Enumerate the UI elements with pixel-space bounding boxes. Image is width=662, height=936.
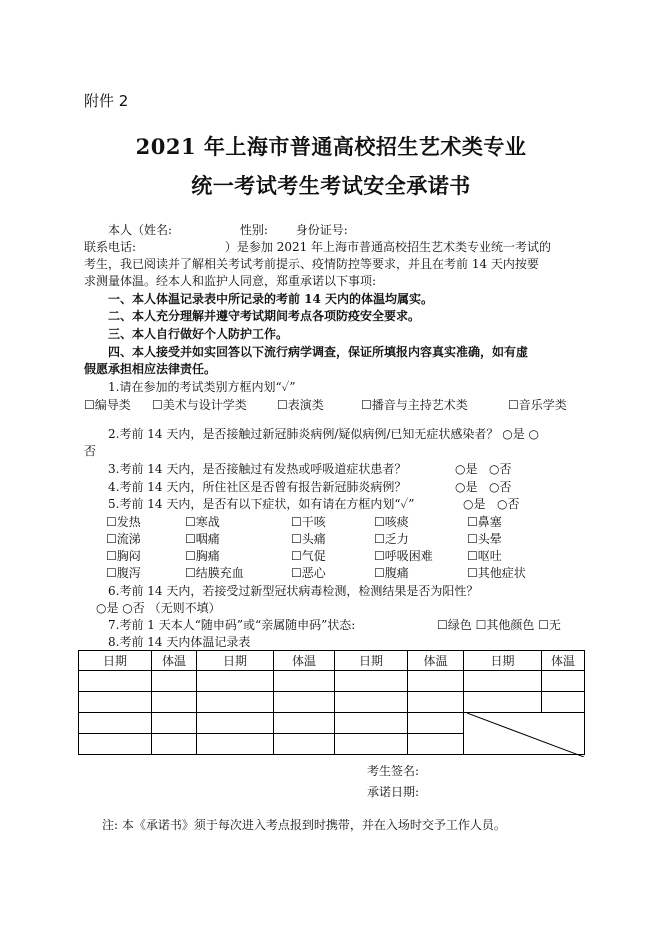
temperature-cell[interactable] <box>408 671 464 692</box>
temperature-column-header: 体温 <box>542 651 585 671</box>
question-4: 4.考前 14 天内，所住社区是否曾有报告新冠肺炎病例？ <box>108 480 407 494</box>
promise-4-line-2: 假愿承担相应法律责任。 <box>84 362 217 376</box>
attachment-label: 附件 2 <box>84 92 129 110</box>
temperature-record-table <box>78 650 585 755</box>
symptom-checkbox[interactable]: ☐咳痰 <box>374 515 409 529</box>
question-7: 7.考前 1 天本人“随申码”或“亲属随申码”状态: <box>108 618 356 632</box>
q3-no-radio[interactable]: ○否 <box>489 462 512 476</box>
date-cell[interactable] <box>335 713 408 734</box>
temperature-cell[interactable] <box>152 713 197 734</box>
temperature-cell[interactable] <box>408 692 464 713</box>
table-row <box>79 692 585 713</box>
temperature-column-header: 体温 <box>274 651 335 671</box>
question-1: 1.请在参加的考试类别方框内划“✓” <box>108 380 296 394</box>
temperature-cell[interactable] <box>274 713 335 734</box>
promise-2: 二、本人充分理解并遵守考试期间考点各项防疫安全要求。 <box>108 309 421 323</box>
q4-no-radio[interactable]: ○否 <box>489 480 512 494</box>
symptom-checkbox[interactable]: ☐恶心 <box>291 566 326 580</box>
q4-yes-radio[interactable]: ○是 <box>455 480 478 494</box>
date-cell[interactable] <box>79 692 152 713</box>
question-6: 6.考前 14 天内，若接受过新型冠状病毒检测，检测结果是否为阳性？ <box>108 584 479 598</box>
document-title-line1: 2021 年上海市普通高校招生艺术类专业 <box>135 134 527 159</box>
date-column-header: 日期 <box>197 651 274 671</box>
q3-yes-radio[interactable]: ○是 <box>455 462 478 476</box>
symptom-checkbox[interactable]: ☐头痛 <box>291 532 326 546</box>
q5-yes-radio[interactable]: ○是 <box>463 497 486 511</box>
symptom-checkbox[interactable]: ☐寒战 <box>185 515 220 529</box>
intro-line-2 <box>84 239 551 256</box>
document-title-line2: 统一考试考生考试安全承诺书 <box>191 173 471 198</box>
symptom-checkbox[interactable]: ☐头晕 <box>467 532 502 546</box>
date-cell[interactable] <box>197 713 274 734</box>
symptom-checkbox[interactable]: ☐呕吐 <box>467 549 502 563</box>
symptom-checkbox[interactable]: ☐腹泻 <box>106 566 141 580</box>
unused-cell <box>464 713 585 755</box>
question-2-tail: 否 <box>84 444 97 458</box>
temperature-column-header: 体温 <box>152 651 197 671</box>
promise-4-line-1: 四、本人接受并如实回答以下流行病学调查，保证所填报内容真实准确，如有虚 <box>108 345 529 359</box>
table-header-row <box>79 651 585 671</box>
date-cell[interactable] <box>79 713 152 734</box>
date-cell[interactable] <box>197 671 274 692</box>
signature-label: 考生签名: <box>367 764 420 778</box>
q7-code-status-options[interactable]: ☐绿色 ☐其他颜色 ☐无 <box>437 618 561 632</box>
symptom-checkbox[interactable]: ☐腹痛 <box>374 566 409 580</box>
symptom-checkbox[interactable]: ☐胸痛 <box>185 549 220 563</box>
date-cell[interactable] <box>335 671 408 692</box>
temperature-cell[interactable] <box>274 734 335 755</box>
symptom-checkbox[interactable]: ☐干咳 <box>291 515 326 529</box>
footnote: 注: 本《承诺书》须于每次进入考点报到时携带，并在入场时交予工作人员。 <box>102 818 506 832</box>
name-field-label: 本人（姓名: <box>108 223 173 237</box>
q5-no-radio[interactable]: ○否 <box>497 497 520 511</box>
temperature-cell[interactable] <box>274 692 335 713</box>
date-cell[interactable] <box>197 734 274 755</box>
promise-1: 一、本人体温记录表中所记录的考前 14 天内的体温均属实。 <box>108 292 434 306</box>
symptom-checkbox[interactable]: ☐结膜充血 <box>185 566 244 580</box>
question-2: 2.考前 14 天内，是否接触过新冠肺炎病例/疑似病例/已知无症状感染者？ ○是 ○ <box>108 427 540 441</box>
question-5: 5.考前 14 天内，是否有以下症状，如有请在方框内划“✓” <box>108 497 415 511</box>
sign-date-label: 承诺日期: <box>367 785 420 799</box>
symptom-checkbox[interactable]: ☐咽痛 <box>185 532 220 546</box>
intro-text-2: ）是参加 2021 年上海市普通高校招生艺术类专业统一考试的 <box>224 240 552 254</box>
temperature-cell[interactable] <box>274 671 335 692</box>
date-column-header: 日期 <box>464 651 542 671</box>
date-cell[interactable] <box>464 692 542 713</box>
symptom-checkbox[interactable]: ☐呼吸困难 <box>374 549 433 563</box>
temperature-cell[interactable] <box>152 671 197 692</box>
date-cell[interactable] <box>464 671 542 692</box>
temperature-cell[interactable] <box>152 692 197 713</box>
date-cell[interactable] <box>79 734 152 755</box>
symptom-checkbox[interactable]: ☐流涕 <box>106 532 141 546</box>
gender-field-label: 性别: <box>239 223 268 237</box>
symptom-checkbox[interactable]: ☐发热 <box>106 515 141 529</box>
symptom-checkbox[interactable]: ☐鼻塞 <box>467 515 502 529</box>
promise-3: 三、本人自行做好个人防护工作。 <box>108 327 289 341</box>
question-8: 8.考前 14 天内体温记录表 <box>108 635 251 649</box>
table-row <box>79 713 585 734</box>
temperature-cell[interactable] <box>152 734 197 755</box>
question-3: 3.考前 14 天内，是否接触过有发热或呼吸道症状患者？ <box>108 462 407 476</box>
exam-category-option[interactable]: ☐播音与主持艺术类 <box>361 398 468 412</box>
temperature-column-header: 体温 <box>408 651 464 671</box>
id-number-field-label: 身份证号: <box>295 223 348 237</box>
intro-line-1 <box>84 222 348 239</box>
temperature-cell[interactable] <box>408 734 464 755</box>
q6-answer-options[interactable]: ○是 ○否 （无则不填） <box>96 601 221 615</box>
intro-line-3: 考生，我已阅读并了解相关考试考前提示、疫情防控等要求，并且在考前 14 天内按要 <box>84 257 539 271</box>
symptom-checkbox[interactable]: ☐气促 <box>291 549 326 563</box>
temperature-cell[interactable] <box>542 692 585 713</box>
date-column-header: 日期 <box>79 651 152 671</box>
date-cell[interactable] <box>79 671 152 692</box>
intro-line-4: 求测量体温。经本人和监护人同意，郑重承诺以下事项: <box>84 274 377 288</box>
date-cell[interactable] <box>197 692 274 713</box>
date-cell[interactable] <box>335 734 408 755</box>
symptom-checkbox[interactable]: ☐其他症状 <box>467 566 526 580</box>
temperature-cell[interactable] <box>542 671 585 692</box>
exam-category-option[interactable]: ☐音乐学类 <box>508 398 567 412</box>
symptom-checkbox[interactable]: ☐乏力 <box>374 532 409 546</box>
exam-category-option[interactable]: ☐编导类 <box>84 398 131 412</box>
table-row <box>79 671 585 692</box>
exam-category-option[interactable]: ☐美术与设计学类 <box>152 398 247 412</box>
date-column-header: 日期 <box>335 651 408 671</box>
temperature-cell[interactable] <box>408 713 464 734</box>
date-cell[interactable] <box>335 692 408 713</box>
exam-category-option[interactable]: ☐表演类 <box>277 398 324 412</box>
phone-field-label: 联系电话: <box>84 240 137 254</box>
symptom-checkbox[interactable]: ☐胸闷 <box>106 549 141 563</box>
